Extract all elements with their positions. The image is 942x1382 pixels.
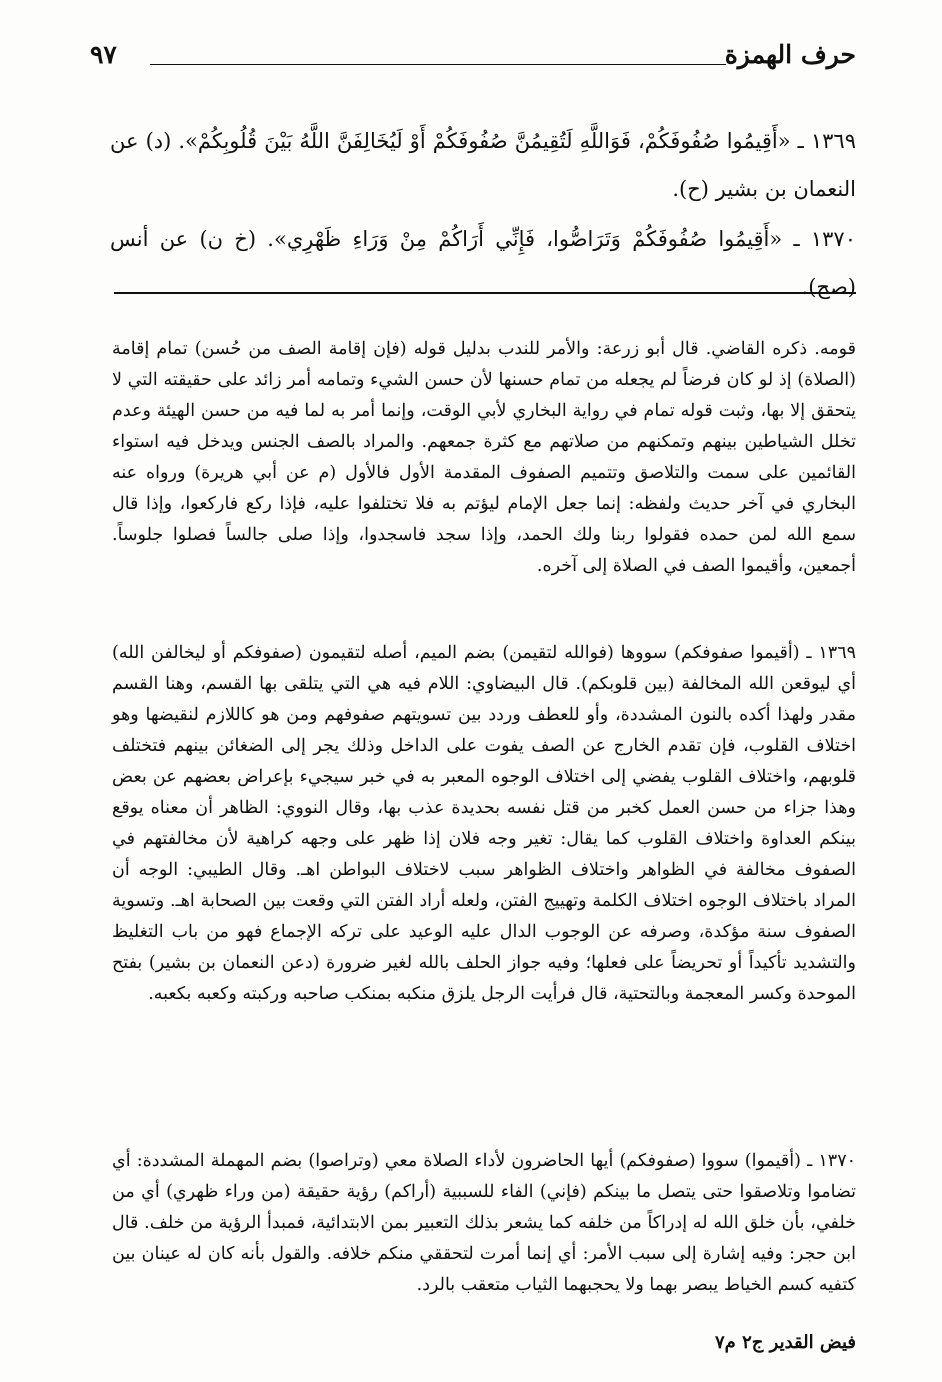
page-number: ٩٧ <box>90 40 117 69</box>
hadith-1369: ١٣٦٩ ـ «أَقِيمُوا صُفُوفَكُمْ، فَوَاللَّهِ لَتُقِيمُنَّ صُفُوفَكُمْ أَوْ لَيُخَالِفَنَّ اللَّهُ بَيْنَ قُلُوبِكُمْ». (د) عن النعمان بن بشير (ح). <box>110 129 856 201</box>
header-rule <box>150 64 726 65</box>
footnote-divider <box>114 292 856 294</box>
chapter-title: حرف الهمزة <box>724 40 856 69</box>
commentary-1369: ١٣٦٩ ـ (أقيموا صفوفكم) سووها (فوالله لتقيمن) بضم الميم، أصله لتقيمون (صفوفكم أو ليخالفن الله) أي ليوقعن الله المخالفة (بين قلوبكم). قال البيضاوي: اللام فيه هي التي يتلقى بها القسم، وهنا القسم مقدر ولهذا أكده بالنون المشددة، وأو للعطف وردد بين تسويتهم صفوفهم ومن هو كاللازم لنقيضها وهو اختلاف القلوب، فإن تقدم الخارج عن الصف يفوت على الداخل وذلك يجر إلى الضغائن بينهم فتختلف قلوبهم، واختلاف القلوب يفضي إلى اختلاف الوجوه المعبر به في خبر سيجيء بإعراض بعضهم عن بعض وهذا جزاء من حسن العمل كخبر من قتل نفسه بحديدة عذب بها، وقال النووي: الظاهر أن معناه يوقع بينكم العداوة واختلاف القلوب كما يقال: تغير وجه فلان إذا ظهر على وجهه كراهية لأن مخالفتهم في الصفوف مخالفة في الظواهر واختلاف الظواهر سبب لاختلاف البواطن اهـ. وقال الطيبي: الوجه أن المراد باختلاف الوجوه اختلاف الكلمة وتهييج الفتن، ولعله أراد الفتن التي وقعت بين الصحابة اهـ. وتسوية الصفوف سنة مؤكدة، وصرفه عن الوجوب الدال عليه الوعيد على تركه الإجماع فهو من باب التغليظ والتشديد تأكيداً أو تحريضاً على فعلها؛ وفيه جواز الحلف بالله لغير ضرورة (دعن النعمان بن بشير) بفتح الموحدة وكسر المعجمة وبالتحتية، قال فرأيت الرجل يلزق منكبه بمنكب صاحبه وركبته وكعبه بكعبه. <box>112 642 856 1004</box>
signature-mark: فيض القدير ج٢ م٧ <box>715 1332 856 1353</box>
commentary-previous: قومه. ذكره القاضي. قال أبو زرعة: والأمر للندب بدليل قوله (فإن إقامة الصف من حُسن) تمام إقامة (الصلاة) إذ لو كان فرضاً لم يجعله من تمام حسنها لأن حسن الشيء وتمامه أمر زائد على حقيقته التي لا يتحقق إلا بها، وثبت قوله تمام في رواية البخاري لأبي الوقت، وإنما أمر به لما فيه من حسن الهيئة وعدم تخلل الشياطين بينهم وتمكنهم من صلاتهم مع كثرة جمعهم. والمراد بالصف الجنس ويدخل فيه استواء القائمين على سمت والتلاصق وتتميم الصفوف المقدمة الأول فالأول (م عن أبي هريرة) ورواه عنه البخاري في آخر حديث ولفظه: إنما جعل الإمام ليؤتم به فلا تختلفوا عليه، فإذا ركع فاركعوا، وإذا قال سمع الله لمن حمده فقولوا ربنا ولك الحمد، وإذا سجد فاسجدوا، وإذا صلى جالساً فصلوا جلوساً. أجمعين، وأقيموا الصف في الصلاة إلى آخره. <box>112 338 856 576</box>
hadith-1370: ١٣٧٠ ـ «أَقِيمُوا صُفُوفَكُمْ وَتَرَاصُّوا، فَإِنِّي أَرَاكُمْ مِنْ وَرَاءِ ظَهْرِي». (خ ن) عن أنس (صح). <box>110 227 856 299</box>
running-header <box>90 38 856 78</box>
commentary-1370: ١٣٧٠ ـ (أقيموا) سووا (صفوفكم) أيها الحاضرون لأداء الصلاة معي (وتراصوا) بضم المهملة المشددة: أي تضاموا وتلاصقوا حتى يتصل ما بينكم (فإني) الفاء للسببية (أراكم) رؤية حقيقة (من وراء ظهري) أي من خلفي، بأن خلق الله له إدراكاً من خلفه كما يشعر بذلك التعبير بمن الابتدائية، فمبدأ الرؤية من خلف. قال ابن حجر: وفيه إشارة إلى سبب الأمر: أي إنما أمرت لتحققي منكم خلافه. والقول بأنه كان له عينان بين كتفيه كسم الخياط يبصر بهما ولا يحجبهما الثياب متعقب بالرد. <box>112 1150 856 1295</box>
